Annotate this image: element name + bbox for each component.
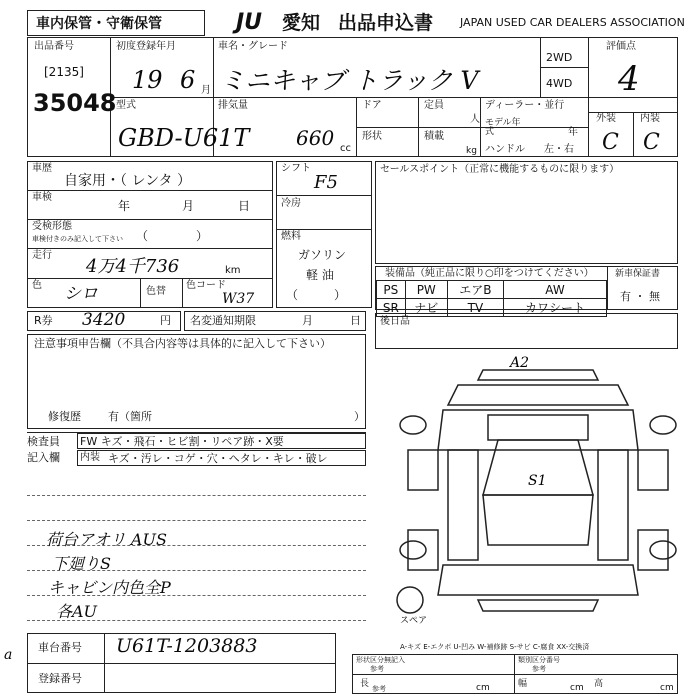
- sales-point-label: セールスポイント（正常に機能するものに限ります）: [380, 164, 620, 175]
- color-swatch-label: 色替: [146, 286, 166, 297]
- recycle-unit: 円: [160, 314, 171, 327]
- displacement-label: 排気量: [218, 100, 248, 111]
- margin-mark: a: [4, 647, 13, 663]
- interior-label: 内装: [640, 113, 660, 124]
- after-date-box: [375, 313, 678, 349]
- inspection-day: 日: [238, 199, 251, 213]
- shift-value: F5: [314, 172, 338, 193]
- mileage-value: 4万4千736: [86, 256, 180, 277]
- handwritten-note-4: 各AU: [56, 602, 98, 621]
- dims-length: 長: [360, 679, 370, 689]
- color-label: 色: [32, 280, 42, 291]
- after-date-label: 後日品: [380, 316, 410, 327]
- displacement-value: 660: [296, 126, 335, 150]
- new-car-options: 有 ・ 無: [620, 290, 660, 303]
- exterior-value: C: [602, 130, 619, 155]
- name-change-day: 日: [350, 314, 361, 327]
- ac-label: 冷房: [281, 198, 301, 209]
- equip-airbag: エアB: [447, 281, 503, 299]
- handwritten-note-3: キャビン内色全P: [48, 578, 171, 597]
- fuel-diesel: 軽 油: [306, 268, 334, 282]
- equip-tv: TV: [447, 299, 503, 317]
- repair-value: 有（箇所: [108, 410, 152, 423]
- score-value: 4: [618, 59, 640, 99]
- notes-label: 注意事項申告欄（不具合内容等は具体的に記入して下さい）: [34, 337, 331, 350]
- mileage-label: 走行: [32, 250, 52, 261]
- damage-mark-s1: S1: [528, 473, 547, 489]
- chassis-label: 車台番号: [38, 641, 82, 654]
- history-label: 車歴: [32, 163, 52, 174]
- chassis-value: U61T-1203883: [116, 635, 258, 657]
- received-note: 車検付きのみ記入して下さい: [32, 235, 123, 243]
- storage-label-box: [27, 10, 205, 36]
- dims-ref-1: 参考: [370, 665, 384, 673]
- model-year-suffix: 年: [568, 127, 578, 138]
- exterior-label: 外装: [596, 113, 616, 124]
- model-year-label: モデル年式: [485, 118, 521, 137]
- dims-width: 幅: [518, 679, 528, 689]
- interior-value: C: [643, 130, 660, 155]
- association-name: JAPAN USED CAR DEALERS ASSOCIATION: [460, 16, 685, 29]
- sales-point-box: [375, 161, 678, 264]
- handwritten-note-1: 荷台アオリ AUS: [46, 530, 167, 549]
- fuel-paren: （ ）: [286, 288, 347, 302]
- load-unit: kg: [466, 146, 477, 156]
- equip-leather-seat: カワシート: [503, 299, 606, 317]
- handwritten-note-2: 下廻りS: [52, 554, 111, 573]
- equip-ps: PS: [377, 281, 406, 299]
- name-change-month: 月: [302, 314, 313, 327]
- load-label: 積載: [424, 131, 444, 142]
- door-label: ドア: [362, 100, 382, 111]
- damage-legend: A-キズ E-エクボ U-凹み W-補修跡 S-サビ C-腐食 XX-交換済: [400, 643, 590, 651]
- equip-aw: AW: [503, 281, 606, 299]
- registration-year: 19: [132, 66, 163, 94]
- int-row: キズ・汚レ・コゲ・穴・ヘタレ・キレ・破レ: [108, 452, 328, 465]
- shift-label: シフト: [281, 163, 311, 174]
- vehicle-damage-diagram: [388, 355, 688, 625]
- inspector-label: 検査員: [27, 435, 60, 448]
- dims-height: 高: [594, 679, 604, 689]
- dims-ref-2: 参考: [532, 665, 546, 673]
- name-change-label: 名変通知期限: [190, 314, 256, 327]
- displacement-unit: cc: [340, 143, 351, 154]
- registration-month-suffix: 月: [201, 85, 211, 96]
- inspection-year: 年: [118, 199, 131, 213]
- recycle-value: 3420: [82, 310, 126, 330]
- new-car-label: 新車保証書: [615, 269, 661, 279]
- car-name-label: 車名・グレード: [218, 41, 288, 52]
- shape-label: 形状: [362, 131, 382, 142]
- equip-sr: SR: [377, 299, 406, 317]
- mileage-unit: km: [225, 265, 241, 276]
- dims-unit-1: cm: [476, 683, 490, 693]
- capacity-unit: 人: [470, 114, 480, 125]
- equipment-label: 装備品（純正品に限り○印をつけてください）: [385, 268, 594, 279]
- drive-2wd: 2WD: [546, 51, 573, 64]
- storage-label: 車内保管・守衛保管: [36, 16, 162, 32]
- fuel-gasoline: ガソリン: [298, 248, 347, 262]
- dealer-label: ディーラー・並行: [485, 100, 565, 111]
- dims-unit-3: cm: [660, 683, 674, 693]
- entry-label: 記入欄: [27, 451, 60, 464]
- model-label: 型式: [116, 100, 136, 111]
- form-title: 出品申込書: [338, 12, 434, 34]
- ju-logo: [236, 12, 286, 36]
- capacity-label: 定員: [424, 100, 444, 111]
- received-paren: （ ）: [136, 229, 209, 243]
- spare-tire-icon: [397, 587, 423, 613]
- drive-4wd: 4WD: [546, 77, 573, 90]
- registration-month: 6: [180, 66, 196, 94]
- color-code-label: 色コード: [186, 280, 226, 291]
- int-row-label: 内装: [80, 452, 100, 463]
- inspection-label: 車検: [32, 192, 52, 203]
- reg-number-label: 登録番号: [38, 672, 82, 685]
- car-name-value: ミニキャブ トラック V: [220, 66, 479, 95]
- damage-mark-a2: A2: [510, 355, 530, 371]
- equip-pw: PW: [405, 281, 447, 299]
- inspection-month: 月: [182, 199, 195, 213]
- model-value: GBD-U61T: [118, 124, 250, 152]
- registration-label: 初度登録年月: [116, 41, 176, 52]
- score-label: 評価点: [606, 41, 636, 52]
- handle-label: ハンドル: [485, 144, 525, 155]
- handle-options: 左・右: [544, 144, 574, 155]
- equipment-table: [376, 280, 607, 317]
- dims-ref-3: 参考: [372, 685, 386, 693]
- equip-navi: ナビ: [405, 299, 447, 317]
- lot-number: 35048: [33, 89, 117, 117]
- received-label: 受検形態: [32, 221, 72, 232]
- fuel-label: 燃料: [281, 231, 301, 242]
- fw-row: FW キズ・飛石・ヒビ割・リペア跡・X要: [80, 435, 284, 448]
- recycle-label: R券: [34, 314, 53, 327]
- color-value: シロ: [64, 284, 98, 304]
- spare-label: スペア: [400, 616, 428, 625]
- ju-logo-mark: JU: [236, 10, 263, 35]
- lot-label: 出品番号: [34, 41, 74, 52]
- dims-label-2: 類別区分番号: [518, 656, 560, 664]
- dims-unit-2: cm: [570, 683, 584, 693]
- repair-close-paren: ）: [354, 410, 365, 423]
- history-value: 自家用・（ レンタ ）: [64, 173, 191, 189]
- lot-sub-number: [2135]: [44, 65, 84, 79]
- dims-label-1: 形状区分無記入: [356, 656, 405, 664]
- repair-label: 修復歴: [48, 410, 81, 423]
- brand-name: 愛知: [282, 12, 321, 34]
- color-code-value: W37: [222, 291, 255, 307]
